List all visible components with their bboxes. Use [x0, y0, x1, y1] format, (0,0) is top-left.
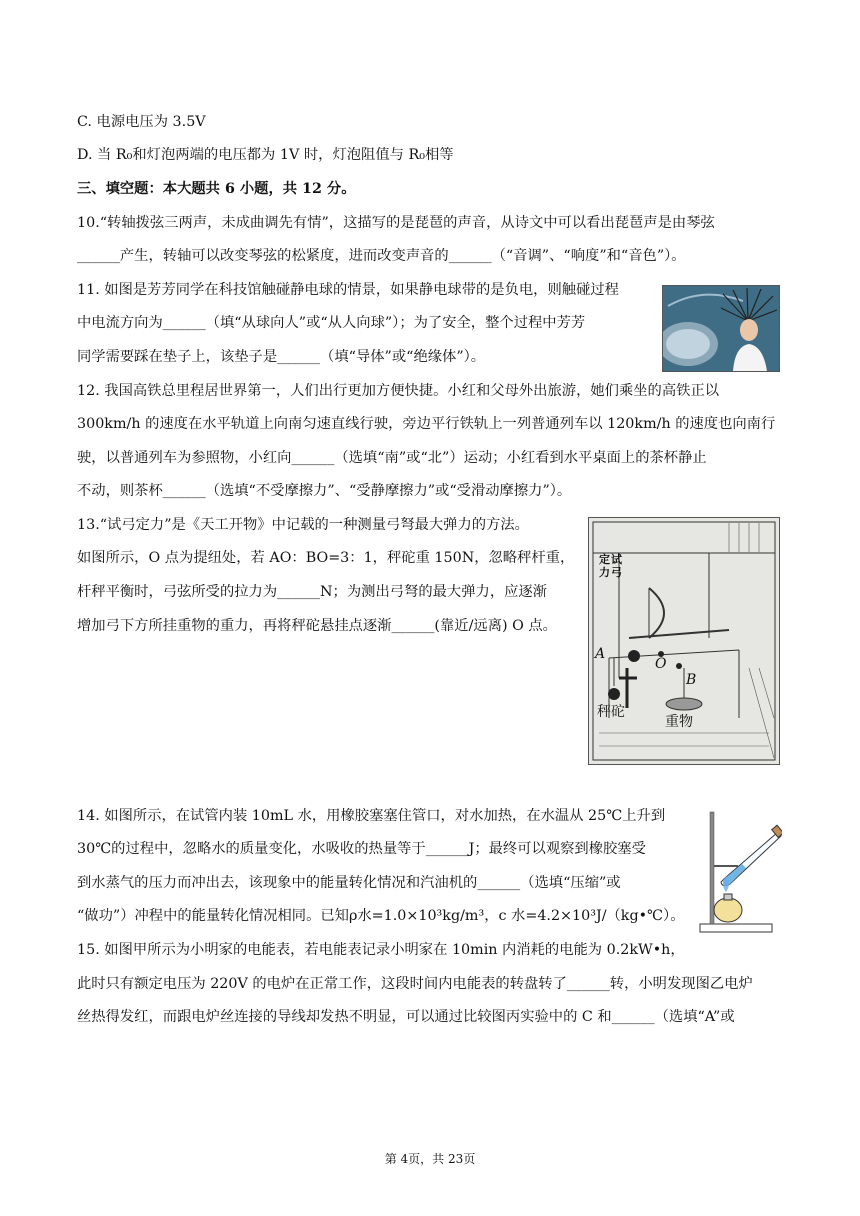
question-12-line4: 不动，则茶杯______（选填“不受摩擦力”、“受静摩擦力”或“受滑动摩擦力”）。	[77, 483, 572, 499]
fig13-vertical-text-4: 弓	[611, 566, 622, 579]
fig13-label-o: O	[655, 656, 667, 672]
question-10-line2: ______产生，转轴可以改变琴弦的松紧度，进而改变声音的______（“音调”、“响度”和“音色”）。	[77, 248, 686, 264]
question-12-line2: 300km/h 的速度在水平轨道上向南匀速直线行驶，旁边平行铁轨上一列普通列车以 120km/h 的速度也向南行	[77, 416, 776, 432]
question-13-line4: 增加弓下方所挂重物的重力，再将秤砣悬挂点逐渐______(靠近/远离) O 点。	[77, 618, 557, 634]
question-15-line3: 丝热得发红，而跟电炉丝连接的导线却发热不明显，可以通过比较图丙实验中的 C 和______（选填“A”或	[77, 1009, 735, 1025]
question-15-line1: 15. 如图甲所示为小明家的电能表，若电能表记录小明家在 10min 内消耗的电能为 0.2kW•h，	[77, 942, 685, 958]
fig13-label-load: 重物	[665, 714, 693, 730]
question-12-line3: 驶，以普通列车为参照物，小红向______（选填“南”或“北”）运动；小红看到水平桌面上的茶杯静止	[77, 450, 707, 466]
question-11-line3: 同学需要踩在垫子上，该垫子是______（填“导体”或“绝缘体”）。	[77, 349, 486, 365]
fig13-label-b: B	[686, 672, 697, 688]
question-13-line1: 13.“试弓定力”是《天工开物》中记载的一种测量弓弩最大弹力的方法。	[77, 517, 529, 533]
bow-test-illustration	[588, 517, 780, 765]
question-14-line4: “做功”）冲程中的能量转化情况相同。已知ρ水=1.0×10³kg/m³，c 水=4.2×10³J/（kg•℃）。	[77, 908, 685, 924]
question-15-line2: 此时只有额定电压为 220V 的电炉在正常工作，这段时间内电能表的转盘转了______转，小明发现图乙电炉	[77, 976, 753, 992]
static-ball-photo	[662, 285, 780, 372]
fig13-vertical-text-3: 试	[611, 553, 622, 566]
question-11-line2: 中电流方向为______（填“从球向人”或“从人向球”）；为了安全，整个过程中芳芳	[77, 315, 586, 331]
question-12-line1: 12. 我国高铁总里程居世界第一，人们出行更加方便快捷。小红和父母外出旅游，她们乘坐的高铁正以	[77, 383, 720, 399]
option-c: C. 电源电压为 3.5V	[77, 114, 206, 130]
fig13-vertical-text-1: 定	[599, 553, 610, 566]
question-13-line2: 如图所示，O 点为提纽处，若 AO：BO=3：1，秤砣重 150N，忽略秤杆重，	[77, 550, 575, 566]
test-tube-apparatus	[690, 806, 782, 936]
option-d: D. 当 R₀和灯泡两端的电压都为 1V 时，灯泡阻值与 R₀相等	[77, 147, 454, 163]
fig13-label-a: A	[595, 646, 606, 662]
fig13-label-weight: 秤砣	[597, 704, 625, 720]
page-footer: 第 4页，共 23页	[384, 1152, 476, 1166]
question-13-line3: 杆秤平衡时，弓弦所受的拉力为______N；为测出弓弩的最大弹力，应逐渐	[77, 584, 548, 600]
question-11-line1: 11. 如图是芳芳同学在科技馆触碰静电球的情景，如果静电球带的是负电，则触碰过程	[77, 282, 619, 298]
question-14-line1: 14. 如图所示，在试管内装 10mL 水，用橡胶塞塞住管口，对水加热，在水温从 25℃上升到	[77, 808, 666, 824]
question-10-line1: 10.“转轴拨弦三两声，未成曲调先有情”，这描写的是琵琶的声音，从诗文中可以看出琵琶声是由琴弦	[77, 215, 715, 231]
question-14-line3: 到水蒸气的压力而冲出去，该现象中的能量转化情况和汽油机的______（选填“压缩”或	[77, 875, 621, 891]
section-heading: 三、填空题：本大题共 6 小题，共 12 分。	[77, 181, 356, 197]
question-14-line2: 30℃的过程中，忽略水的质量变化，水吸收的热量等于______J；最终可以观察到橡胶塞受	[77, 841, 646, 857]
fig13-vertical-text-2: 力	[599, 566, 610, 579]
